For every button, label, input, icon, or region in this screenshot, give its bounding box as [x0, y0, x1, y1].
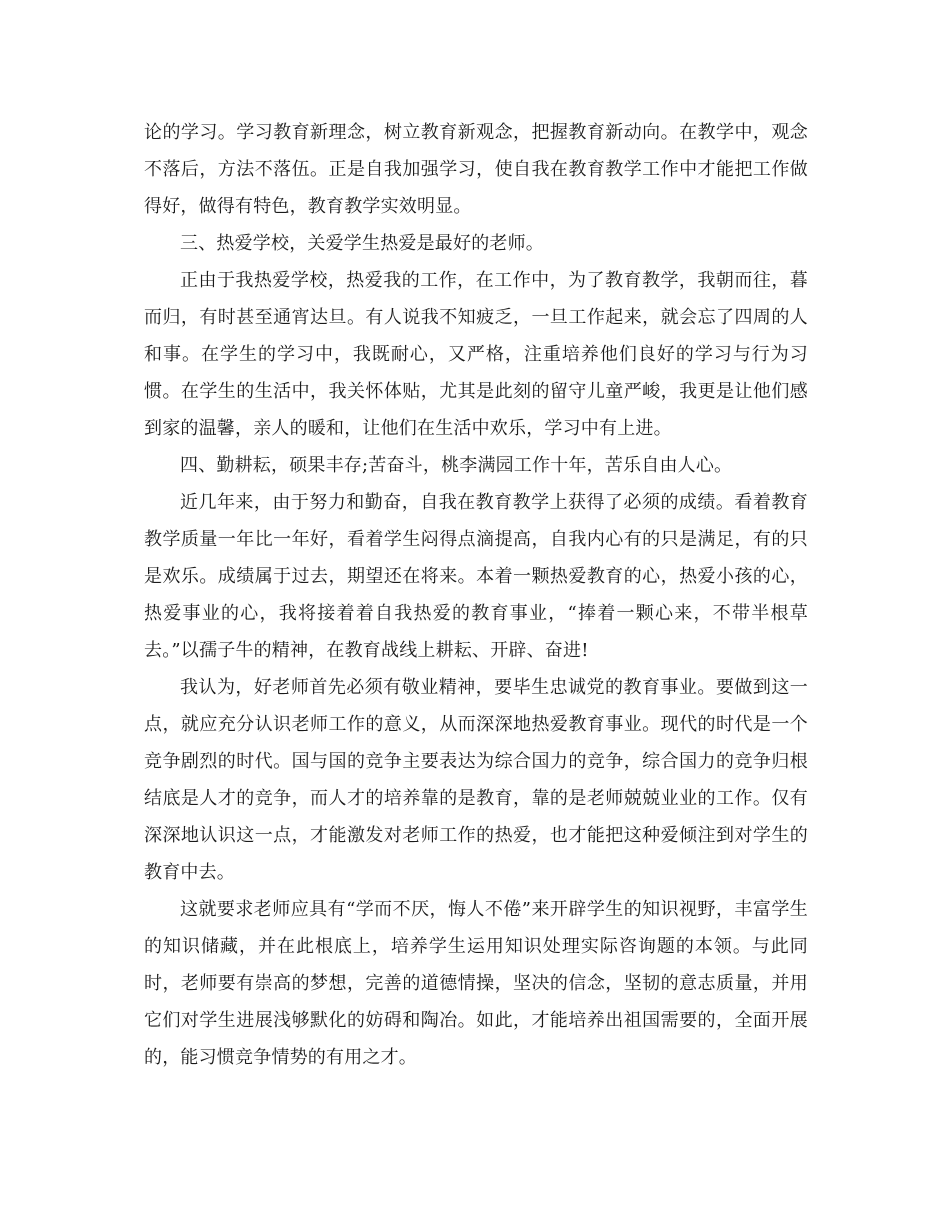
- paragraph-7: 这就要求老师应具有“学而不厌，悔人不倦”来开辟学生的知识视野，丰富学生的知识储藏，并在此根底上，培养学生运用知识处理实际咨询题的本领。与此同时，老师要有崇高的梦想，完善的道德情操，坚决的信念，坚韧的意志质量，并用它们对学生进展浅够默化的妨碍和陶冶。如此，才能培养出祖国需要的，全面开展的，能习惯竞争情势的有用之才。: [144, 899, 808, 1068]
- paragraph-2-heading: 三、热爱学校，关爱学生热爱是最好的老师。: [180, 233, 544, 254]
- paragraph-4-heading: 四、勤耕耘，硕果丰存;苦奋斗，桃李满园工作十年，苦乐自由人心。: [180, 455, 733, 476]
- paragraph-6: 我认为，好老师首先必须有敬业精神，要毕生忠诚党的教育事业。要做到这一点，就应充分认识老师工作的意义，从而深深地热爱教育事业。现代的时代是一个竞争剧烈的时代。国与国的竞争主要表达为综合国力的竞争，综合国力的竞争归根结底是人才的竞争，而人才的培养靠的是教育，靠的是老师兢兢业业的工作。仅有深深地认识这一点，才能激发对老师工作的热爱，也才能把这种爱倾注到对学生的教育中去。: [144, 677, 808, 883]
- paragraph-3: 正由于我热爱学校，热爱我的工作，在工作中，为了教育教学，我朝而往，暮而归，有时甚至通宵达旦。有人说我不知疲乏，一旦工作起来，就会忘了四周的人和事。在学生的学习中，我既耐心，又严格，注重培养他们良好的学习与行为习惯。在学生的生活中，我关怀体贴，尤其是此刻的留守儿童严峻，我更是让他们感到家的温馨，亲人的暖和，让他们在生活中欢乐，学习中有上进。: [144, 270, 808, 439]
- document-body: [144, 114, 808, 1076]
- paragraph-1: 论的学习。学习教育新理念，树立教育新观念，把握教育新动向。在教学中，观念不落后，方法不落伍。正是自我加强学习，使自我在教育教学工作中才能把工作做得好，做得有特色，教育教学实效明显。: [144, 122, 808, 217]
- paragraph-5: 近几年来，由于努力和勤奋，自我在教育教学上获得了必须的成绩。看着教育教学质量一年比一年好，看着学生闷得点滴提高，自我内心有的只是满足，有的只是欢乐。成绩属于过去，期望还在将来。本着一颗热爱教育的心，热爱小孩的心，热爱事业的心，我将接着着自我热爱的教育事业，“捧着一颗心来，不带半根草去。”以孺子牛的精神，在教育战线上耕耘、开辟、奋进!: [144, 492, 808, 661]
